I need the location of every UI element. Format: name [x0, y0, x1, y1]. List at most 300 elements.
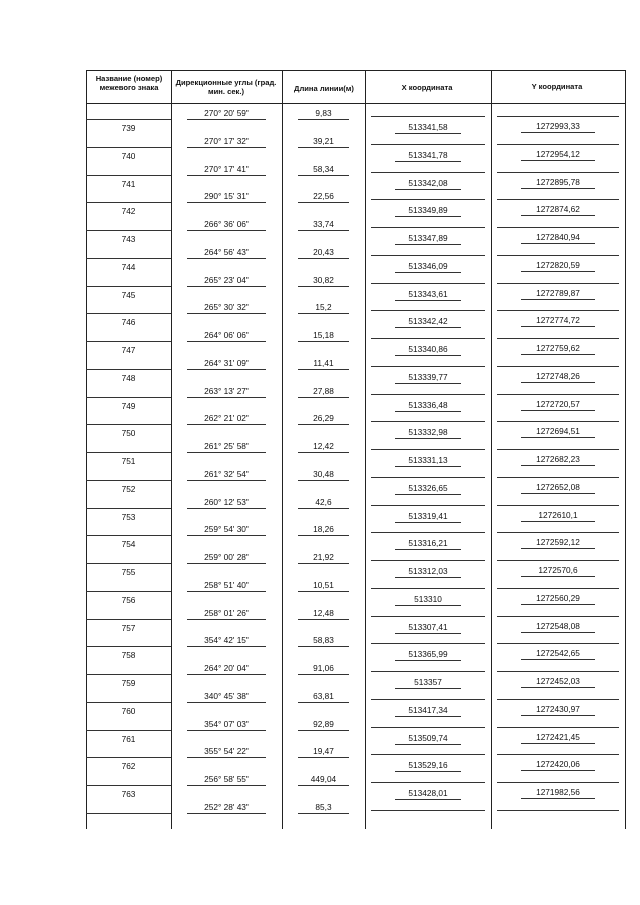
row-separator	[86, 480, 171, 481]
y-coordinate: 1272420,06	[536, 759, 580, 770]
row-separator	[521, 410, 595, 411]
point-name: 751	[121, 456, 136, 466]
row-separator	[521, 576, 595, 577]
row-separator	[395, 494, 461, 495]
row-separator	[497, 449, 619, 450]
row-separator	[371, 532, 485, 533]
y-coordinate: 1272560,29	[536, 592, 580, 603]
y-coordinate: 1272840,94	[536, 232, 580, 242]
row-separator	[497, 782, 619, 783]
row-separator	[298, 730, 349, 731]
row-separator	[497, 283, 619, 284]
row-separator	[371, 394, 485, 395]
row-separator	[298, 813, 349, 814]
row-separator	[395, 244, 461, 245]
row-separator	[395, 549, 461, 550]
row-separator	[497, 116, 619, 117]
row-separator	[187, 619, 266, 620]
direction-angle: 340° 45' 38"	[204, 690, 249, 701]
row-separator	[298, 397, 349, 398]
point-name: 763	[121, 789, 136, 799]
point-name: 750	[121, 428, 136, 439]
row-separator	[86, 619, 171, 620]
x-coordinate: 513326,65	[408, 482, 448, 493]
row-separator	[86, 424, 171, 425]
line-length: 12,48	[313, 607, 334, 618]
direction-angle: 264° 31' 09"	[204, 357, 249, 368]
row-separator	[497, 144, 619, 145]
direction-angle: 262° 21' 02"	[204, 413, 249, 424]
y-coordinate: 1272570,6	[538, 565, 578, 575]
direction-angle: 260° 12' 53"	[204, 496, 249, 507]
row-separator	[371, 310, 485, 311]
row-separator	[371, 449, 485, 450]
row-separator	[298, 286, 349, 287]
line-length: 58,83	[313, 635, 334, 646]
row-separator	[371, 699, 485, 700]
row-separator	[395, 466, 461, 467]
row-separator	[371, 782, 485, 783]
line-length: 11,41	[313, 357, 334, 368]
row-separator	[298, 258, 349, 259]
x-coordinate: 513312,03	[408, 566, 448, 576]
row-separator	[86, 202, 171, 203]
row-separator	[497, 394, 619, 395]
x-coordinate: 513347,89	[408, 233, 448, 243]
row-separator	[86, 175, 171, 176]
line-length: 27,88	[313, 385, 334, 396]
row-separator	[187, 175, 266, 176]
direction-angle: 264° 20' 04"	[204, 663, 249, 673]
point-name: 746	[121, 317, 136, 328]
row-separator	[187, 563, 266, 564]
point-name: 760	[121, 705, 136, 716]
y-coordinate: 1272610,1	[538, 509, 578, 520]
point-name: 743	[121, 234, 136, 244]
line-length: 85,3	[315, 801, 332, 812]
point-name: 757	[121, 622, 136, 633]
x-coordinate: 513365,99	[408, 649, 448, 660]
x-coordinate: 513417,34	[408, 704, 448, 715]
row-separator	[497, 810, 619, 811]
row-separator	[395, 688, 461, 689]
header-length: Длина линии(м)	[294, 84, 354, 93]
row-separator	[187, 119, 266, 120]
row-separator	[86, 313, 171, 314]
y-coordinate: 1272430,97	[536, 703, 580, 714]
y-coordinate: 1271982,56	[536, 787, 580, 797]
y-coordinate: 1272548,08	[536, 620, 580, 631]
row-separator	[187, 424, 266, 425]
row-separator	[497, 699, 619, 700]
row-separator	[298, 147, 349, 148]
row-separator	[395, 383, 461, 384]
row-separator	[521, 548, 595, 549]
row-separator	[86, 452, 171, 453]
direction-angle: 266° 36' 06"	[204, 219, 249, 229]
row-separator	[371, 366, 485, 367]
row-separator	[395, 189, 461, 190]
y-coordinate: 1272421,45	[536, 731, 580, 742]
row-separator	[187, 757, 266, 758]
row-separator	[187, 646, 266, 647]
row-separator	[497, 505, 619, 506]
row-separator	[395, 577, 461, 578]
row-separator	[187, 480, 266, 481]
point-name: 747	[121, 345, 136, 355]
row-separator	[395, 633, 461, 634]
row-separator	[86, 286, 171, 287]
line-length: 15,18	[313, 330, 334, 340]
x-coordinate: 513340,86	[408, 344, 448, 354]
row-separator	[86, 258, 171, 259]
x-coordinate: 513319,41	[408, 510, 448, 521]
row-separator	[187, 702, 266, 703]
direction-angle: 270° 20' 59"	[204, 108, 249, 118]
row-separator	[521, 715, 595, 716]
header-x: X координата	[401, 83, 453, 92]
row-separator	[395, 216, 461, 217]
row-separator	[521, 132, 595, 133]
direction-angle: 270° 17' 32"	[204, 135, 249, 146]
row-separator	[497, 338, 619, 339]
row-separator	[298, 452, 349, 453]
row-separator	[395, 300, 461, 301]
row-separator	[497, 199, 619, 200]
direction-angle: 354° 42' 15"	[204, 635, 249, 646]
row-separator	[298, 535, 349, 536]
row-separator	[86, 785, 171, 786]
header-y: Y координата	[531, 82, 583, 91]
row-separator	[497, 477, 619, 478]
row-separator	[395, 716, 461, 717]
line-length: 9,83	[315, 108, 332, 118]
row-separator	[371, 255, 485, 256]
row-separator	[371, 810, 485, 811]
row-separator	[497, 310, 619, 311]
point-name: 744	[121, 261, 136, 272]
row-separator	[521, 604, 595, 605]
x-coordinate: 513357	[414, 677, 442, 687]
point-name: 756	[121, 594, 136, 605]
line-length: 30,48	[313, 468, 334, 479]
row-separator	[187, 730, 266, 731]
row-separator	[395, 438, 461, 439]
line-length: 92,89	[313, 718, 334, 729]
line-length: 10,51	[313, 579, 334, 590]
row-separator	[371, 283, 485, 284]
row-separator	[298, 674, 349, 675]
row-separator	[521, 632, 595, 633]
x-coordinate: 513332,98	[408, 427, 448, 438]
row-separator	[86, 369, 171, 370]
line-length: 12,42	[313, 441, 334, 451]
direction-angle: 258° 01' 26"	[204, 607, 249, 618]
point-name: 762	[121, 761, 136, 772]
row-separator	[371, 477, 485, 478]
row-separator	[298, 119, 349, 120]
y-coordinate: 1272954,12	[536, 148, 580, 159]
row-separator	[521, 160, 595, 161]
x-coordinate: 513341,78	[408, 149, 448, 160]
x-coordinate: 513343,61	[408, 288, 448, 299]
row-separator	[86, 674, 171, 675]
point-name: 749	[121, 400, 136, 411]
row-separator	[497, 588, 619, 589]
row-separator	[298, 508, 349, 509]
row-separator	[521, 215, 595, 216]
line-length: 58,34	[313, 163, 334, 174]
row-separator	[371, 421, 485, 422]
direction-angle: 264° 06' 06"	[204, 330, 249, 340]
row-separator	[371, 588, 485, 589]
row-separator	[187, 313, 266, 314]
row-separator	[187, 535, 266, 536]
row-separator	[395, 161, 461, 162]
line-length: 18,26	[313, 524, 334, 535]
row-separator	[371, 338, 485, 339]
line-length: 26,29	[313, 413, 334, 424]
point-name: 748	[121, 372, 136, 383]
row-separator	[86, 591, 171, 592]
y-coordinate: 1272789,87	[536, 287, 580, 298]
point-name: 752	[121, 483, 136, 494]
row-separator	[497, 532, 619, 533]
line-length: 91,06	[313, 663, 334, 673]
row-separator	[86, 757, 171, 758]
x-coordinate: 513341,58	[408, 122, 448, 132]
row-separator	[86, 147, 171, 148]
y-coordinate: 1272682,23	[536, 454, 580, 464]
direction-angle: 265° 30' 32"	[204, 302, 249, 313]
point-name: 759	[121, 678, 136, 688]
row-separator	[298, 369, 349, 370]
x-coordinate: 513509,74	[408, 732, 448, 743]
row-separator	[86, 535, 171, 536]
row-separator	[187, 508, 266, 509]
row-separator	[497, 754, 619, 755]
line-length: 30,82	[313, 274, 334, 285]
x-coordinate: 513349,89	[408, 205, 448, 216]
row-separator	[497, 671, 619, 672]
direction-angle: 261° 25' 58"	[204, 441, 249, 451]
direction-angle: 261° 32' 54"	[204, 468, 249, 479]
row-separator	[497, 727, 619, 728]
y-coordinate: 1272874,62	[536, 204, 580, 215]
direction-angle: 264° 56' 43"	[204, 246, 249, 257]
row-separator	[298, 202, 349, 203]
y-coordinate: 1272748,26	[536, 370, 580, 381]
header-divider	[86, 103, 626, 104]
y-coordinate: 1272993,33	[536, 121, 580, 131]
y-coordinate: 1272452,03	[536, 676, 580, 686]
line-length: 33,74	[313, 219, 334, 229]
row-separator	[298, 563, 349, 564]
y-coordinate: 1272895,78	[536, 176, 580, 187]
row-separator	[371, 643, 485, 644]
row-separator	[371, 172, 485, 173]
row-separator	[521, 659, 595, 660]
row-separator	[371, 727, 485, 728]
row-separator	[187, 147, 266, 148]
row-separator	[187, 813, 266, 814]
x-coordinate: 513310	[414, 593, 442, 604]
x-coordinate: 513342,42	[408, 316, 448, 327]
y-coordinate: 1272759,62	[536, 343, 580, 353]
row-separator	[187, 785, 266, 786]
direction-angle: 355° 54' 22"	[204, 746, 249, 757]
row-separator	[187, 286, 266, 287]
row-separator	[497, 643, 619, 644]
row-separator	[86, 563, 171, 564]
x-coordinate: 513307,41	[408, 621, 448, 632]
direction-angle: 270° 17' 41"	[204, 163, 249, 174]
point-name: 745	[121, 289, 136, 300]
row-separator	[521, 770, 595, 771]
row-separator	[521, 299, 595, 300]
x-coordinate: 513316,21	[408, 538, 448, 549]
line-length: 42,6	[315, 496, 332, 507]
row-separator	[86, 730, 171, 731]
point-name: 742	[121, 206, 136, 217]
row-separator	[395, 799, 461, 800]
table-border-top	[86, 70, 626, 71]
row-separator	[521, 493, 595, 494]
row-separator	[298, 424, 349, 425]
row-separator	[187, 202, 266, 203]
point-name: 761	[121, 733, 136, 744]
row-separator	[86, 397, 171, 398]
y-coordinate: 1272820,59	[536, 259, 580, 270]
line-length: 19,47	[313, 746, 334, 757]
row-separator	[497, 560, 619, 561]
row-separator	[298, 341, 349, 342]
line-length: 63,81	[313, 690, 334, 701]
row-separator	[395, 272, 461, 273]
row-separator	[86, 508, 171, 509]
y-coordinate: 1272694,51	[536, 426, 580, 437]
row-separator	[521, 271, 595, 272]
row-separator	[521, 687, 595, 688]
row-separator	[187, 674, 266, 675]
y-coordinate: 1272652,08	[536, 481, 580, 492]
x-coordinate: 513342,08	[408, 177, 448, 188]
row-separator	[395, 133, 461, 134]
point-name: 740	[121, 150, 136, 161]
x-coordinate: 513339,77	[408, 371, 448, 382]
row-separator	[521, 326, 595, 327]
y-coordinate: 1272774,72	[536, 315, 580, 326]
row-separator	[521, 354, 595, 355]
row-separator	[86, 341, 171, 342]
header-name: Название (номер) межевого знака	[95, 74, 163, 92]
x-coordinate: 513428,01	[408, 788, 448, 798]
row-separator	[521, 798, 595, 799]
row-separator	[395, 355, 461, 356]
point-name: 758	[121, 650, 136, 661]
row-separator	[497, 616, 619, 617]
x-coordinate: 513529,16	[408, 760, 448, 771]
row-separator	[298, 175, 349, 176]
row-separator	[371, 199, 485, 200]
row-separator	[521, 382, 595, 383]
row-separator	[187, 397, 266, 398]
row-separator	[371, 671, 485, 672]
header-angle: Дирекционные углы (град. мин. сек.)	[175, 78, 277, 96]
x-coordinate: 513331,13	[408, 455, 448, 465]
line-length: 449,04	[310, 774, 337, 784]
point-name: 755	[121, 567, 136, 577]
row-separator	[497, 366, 619, 367]
row-separator	[371, 116, 485, 117]
row-separator	[371, 560, 485, 561]
row-separator	[395, 660, 461, 661]
row-separator	[298, 702, 349, 703]
row-separator	[371, 754, 485, 755]
row-separator	[298, 230, 349, 231]
row-separator	[395, 771, 461, 772]
row-separator	[371, 505, 485, 506]
line-length: 22,56	[313, 191, 334, 202]
direction-angle: 258° 51' 40"	[204, 579, 249, 590]
row-separator	[298, 646, 349, 647]
row-separator	[187, 230, 266, 231]
row-separator	[298, 313, 349, 314]
point-name: 739	[121, 123, 136, 133]
row-separator	[497, 172, 619, 173]
row-separator	[521, 243, 595, 244]
row-separator	[187, 369, 266, 370]
direction-angle: 259° 00' 28"	[204, 552, 249, 562]
y-coordinate: 1272720,57	[536, 398, 580, 409]
row-separator	[521, 743, 595, 744]
row-separator	[298, 785, 349, 786]
row-separator	[298, 480, 349, 481]
point-name: 741	[121, 178, 136, 189]
row-separator	[395, 744, 461, 745]
direction-angle: 354° 07' 03"	[204, 718, 249, 729]
row-separator	[371, 616, 485, 617]
row-separator	[187, 591, 266, 592]
row-separator	[395, 522, 461, 523]
row-separator	[395, 411, 461, 412]
row-separator	[521, 521, 595, 522]
x-coordinate: 513336,48	[408, 399, 448, 410]
line-length: 39,21	[313, 135, 334, 146]
row-separator	[86, 230, 171, 231]
row-separator	[521, 465, 595, 466]
row-separator	[497, 227, 619, 228]
row-separator	[187, 452, 266, 453]
row-separator	[86, 119, 171, 120]
row-separator	[497, 421, 619, 422]
direction-angle: 259° 54' 30"	[204, 524, 249, 535]
row-separator	[371, 227, 485, 228]
direction-angle: 263° 13' 27"	[204, 385, 249, 396]
direction-angle: 290° 15' 31"	[204, 191, 249, 202]
x-coordinate: 513346,09	[408, 260, 448, 271]
row-separator	[497, 255, 619, 256]
row-separator	[371, 144, 485, 145]
line-length: 15,2	[315, 302, 332, 313]
y-coordinate: 1272592,12	[536, 537, 580, 548]
row-separator	[187, 341, 266, 342]
line-length: 21,92	[313, 552, 334, 562]
point-name: 754	[121, 539, 136, 550]
direction-angle: 265° 23' 04"	[204, 274, 249, 285]
row-separator	[86, 813, 171, 814]
column-border	[625, 70, 626, 829]
